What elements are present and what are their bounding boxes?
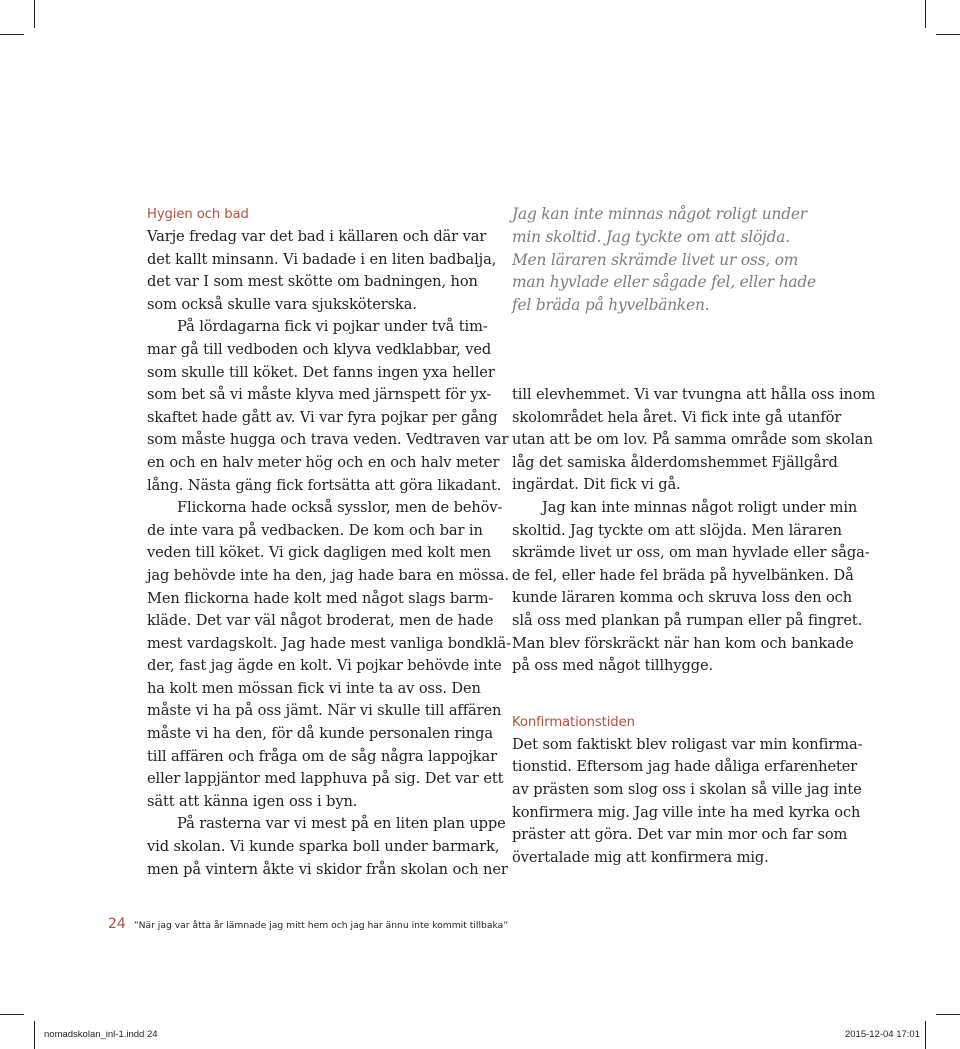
right-paragraphs-2 <box>512 734 863 870</box>
text-line: låg det samiska ålderdomshemmet Fjällgård <box>512 453 838 471</box>
text-line: måste vi ha den, för då kunde personalen ringa <box>147 725 494 743</box>
crop-mark <box>34 0 35 28</box>
slug-filename: nomadskolan_inl-1.indd 24 <box>44 1029 158 1040</box>
text-line: vid skolan. Vi kunde sparka boll under barmark, <box>147 838 500 856</box>
text-line: det kallt minsann. Vi badade i en liten badbalja, <box>147 250 497 268</box>
text-line: som bet så vi måste klyva med järnspett för yx- <box>147 386 492 404</box>
text-line: Varje fredag var det bad i källaren och där var <box>147 228 487 245</box>
text-line: men på vintern åkte vi skidor från skolan och ner <box>147 860 508 878</box>
text-line: som också skulle vara sjuksköterska. <box>147 295 417 313</box>
text-line: präster att göra. Det var min mor och far som <box>512 826 848 844</box>
text-line: som skulle till köket. Det fanns ingen yxa heller <box>147 363 495 381</box>
text-line: slå oss med plankan på rumpan eller på fingret. <box>512 611 863 629</box>
text-line: Det som faktiskt blev roligast var min konfirma- <box>512 735 863 753</box>
text-line: jag behövde inte ha den, jag hade bara en mössa. <box>147 566 509 584</box>
pull-quote-line: fel bräda på hyvelbänken. <box>512 296 710 315</box>
crop-mark <box>925 0 926 28</box>
pull-quote-line: Jag kan inte minnas något roligt under <box>512 205 807 223</box>
crop-mark <box>34 1021 35 1049</box>
text-line: Flickorna hade också sysslor, men de behöv- <box>177 499 503 517</box>
right-paragraphs <box>512 384 876 678</box>
section-heading: Hygien och bad <box>147 207 249 222</box>
section-spacer <box>512 678 852 712</box>
pull-quote <box>512 203 832 317</box>
crop-mark <box>925 1021 926 1049</box>
pull-quote-line: min skoltid. Jag tyckte om att slöjda. <box>512 227 790 246</box>
text-line: der, fast jag ägde en kolt. Vi pojkar behövde inte <box>147 657 502 675</box>
pull-quote-line: man hyvlade eller sågade fel, eller hade <box>512 273 816 292</box>
text-line: skaftet hade gått av. Vi var fyra pojkar per gång <box>147 408 498 426</box>
left-text-column <box>147 204 511 881</box>
text-line: de fel, eller hade fel bräda på hyvelbänken. Då <box>512 566 854 584</box>
pull-quote-line: Men läraren skrämde livet ur oss, om <box>512 250 799 269</box>
page-number: 24 <box>108 916 126 932</box>
text-line: mar gå till vedboden och klyva vedklabbar, ved <box>147 340 492 358</box>
crop-mark <box>936 34 960 35</box>
crop-mark <box>936 1014 960 1015</box>
text-line: måste vi ha på oss jämt. När vi skulle till affären <box>147 702 502 720</box>
crop-mark <box>0 1014 24 1015</box>
text-line: skolområdet hela året. Vi fick inte gå utanför <box>512 408 842 426</box>
text-line: veden till köket. Vi gick dagligen med kolt men <box>147 544 492 562</box>
right-text-column <box>512 384 876 869</box>
text-line: en och en halv meter hög och en och halv meter <box>147 453 500 471</box>
page-footer <box>108 913 508 932</box>
text-line: mest vardagskolt. Jag hade mest vanliga bondklä- <box>147 634 511 652</box>
text-line: som måste hugga och trava veden. Vedtraven var <box>147 431 509 449</box>
crop-mark <box>0 34 24 35</box>
text-line: kläde. Det var väl något broderat, men de hade <box>147 612 494 630</box>
text-line: lång. Nästa gäng fick fortsätta att göra likadant. <box>147 476 502 494</box>
text-line: ingärdat. Dit fick vi gå. <box>512 476 681 494</box>
text-line: ha kolt men mössan fick vi inte ta av oss. Den <box>147 679 481 697</box>
text-line: kunde läraren komma och skruva loss den och <box>512 589 853 607</box>
section-heading: Konfirmationstiden <box>512 714 635 730</box>
text-line: tionstid. Eftersom jag hade dåliga erfarenheter <box>512 758 858 776</box>
text-line: sätt att känna igen oss i byn. <box>147 792 358 810</box>
running-title: ”När jag var åtta år lämnade jag mitt hem och jag har ännu inte kommit tillbaka” <box>133 920 509 931</box>
text-line: till affären och fråga om de såg några lappojkar <box>147 747 498 765</box>
text-line: eller lappjäntor med lapphuva på sig. Det var ett <box>147 770 504 788</box>
text-line: på oss med något tillhygge. <box>512 657 714 675</box>
left-paragraphs <box>147 226 511 881</box>
text-line: Man blev förskräckt när han kom och bankade <box>512 634 854 652</box>
text-line: utan att be om lov. På samma område som skolan <box>512 431 873 449</box>
text-line: På rasterna var vi mest på en liten plan uppe <box>177 815 506 833</box>
text-line: konfirmera mig. Jag ville inte ha med kyrka och <box>512 803 861 821</box>
text-line: skrämde livet ur oss, om man hyvlade eller såga- <box>512 544 870 562</box>
text-line: övertalade mig att konfirmera mig. <box>512 848 769 866</box>
text-line: Jag kan inte minnas något roligt under min <box>542 498 858 516</box>
text-line: de inte vara på vedbacken. De kom och bar in <box>147 521 483 539</box>
slug-timestamp: 2015-12-04 17:01 <box>844 1029 920 1040</box>
text-line: av prästen som slog oss i skolan så ville jag inte <box>512 780 862 798</box>
text-line: till elevhemmet. Vi var tvungna att hålla oss inom <box>512 386 876 403</box>
text-line: Men flickorna hade kolt med något slags barm- <box>147 589 494 607</box>
text-line: På lördagarna fick vi pojkar under två tim- <box>177 318 488 336</box>
pull-quote-lines <box>512 203 832 317</box>
text-line: skoltid. Jag tyckte om att slöjda. Men läraren <box>512 521 842 539</box>
text-line: det var I som mest skötte om badningen, hon <box>147 273 478 291</box>
